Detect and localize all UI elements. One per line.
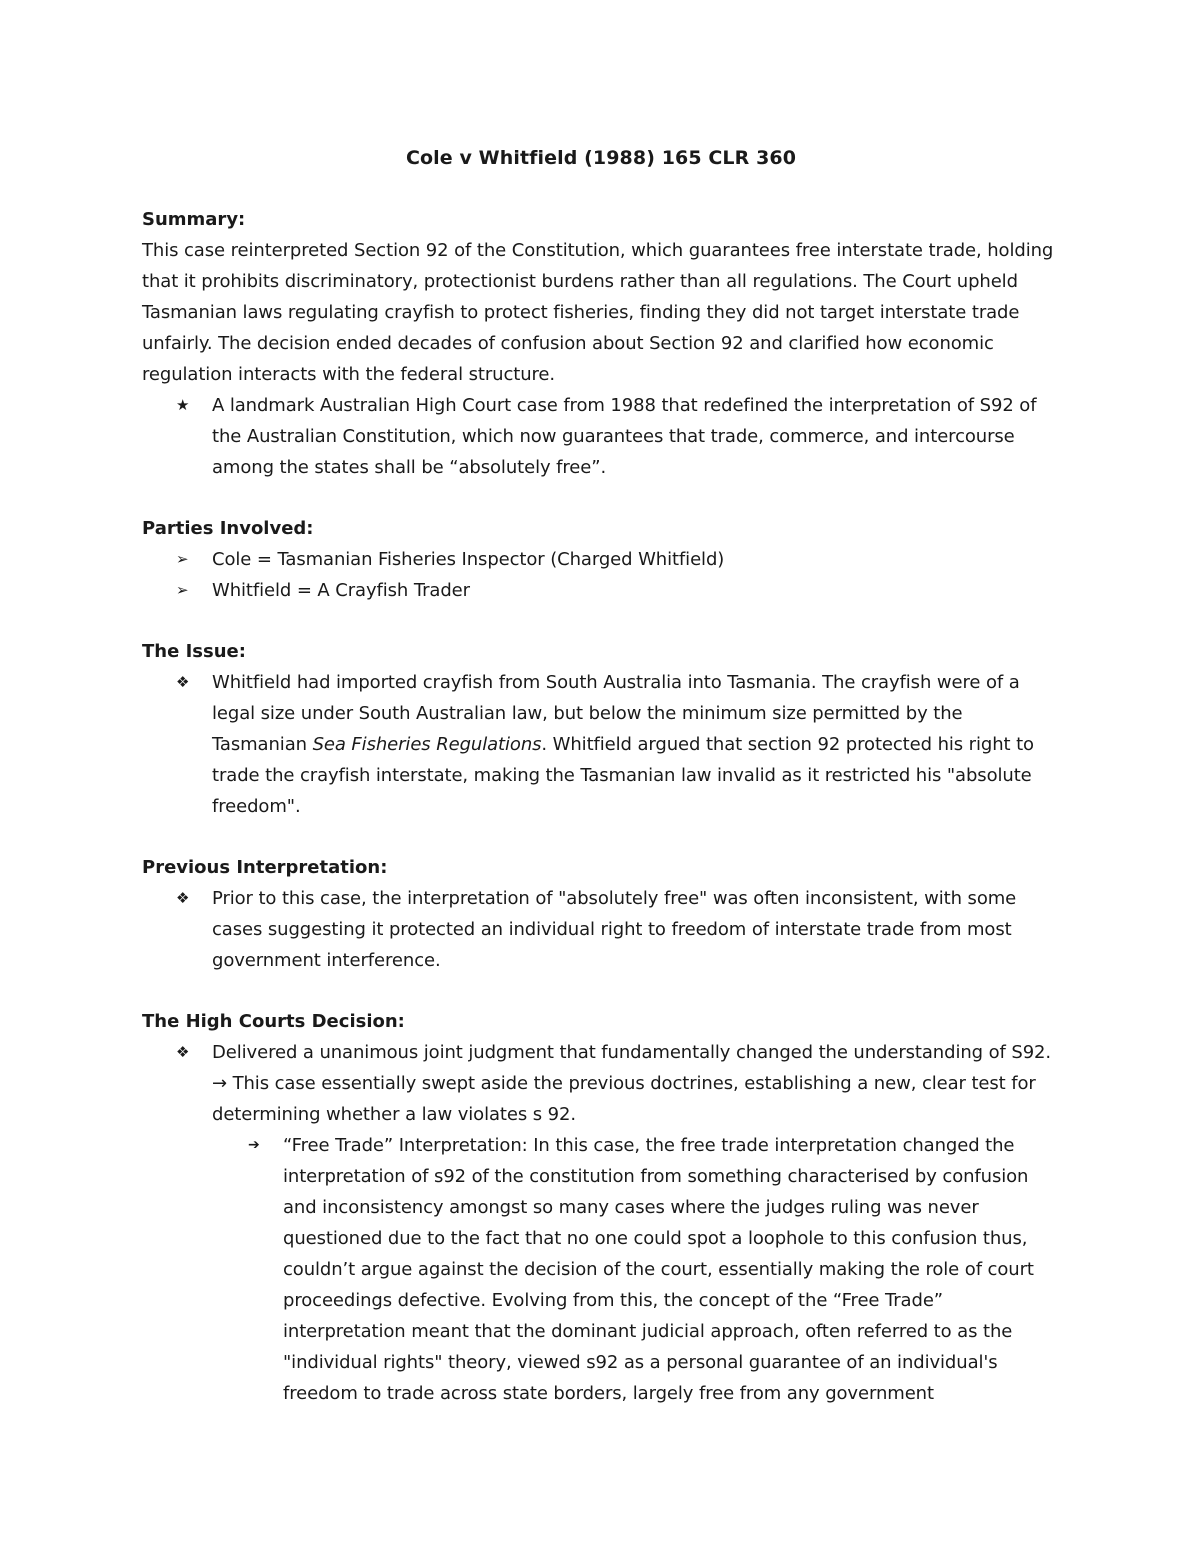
summary-bullet-text: A landmark Australian High Court case from 1988 that redefined the interpretation of S92 of the Australian Constitution, which now guarantees that trade, commerce, and intercourse among the states shall be “absolutely free”. [212,395,1037,478]
list-item [142,1037,1060,1409]
parties-list [142,544,1060,606]
parties-heading: Parties Involved: [142,518,314,539]
list-item [142,544,1060,575]
issue-text-start: Whitfield had imported crayfish from South Australia into Tasmania. The crayfish were of a legal size under South Australian law, but below the minimum size permitted by the Tasmanian [212,672,1020,755]
decision-section [142,1006,1060,1409]
decision-list [142,1037,1060,1409]
diamond-bullet-icon: ❖ [176,889,190,907]
previous-heading: Previous Interpretation: [142,857,388,878]
summary-list [142,390,1060,483]
summary-paragraph: This case reinterpreted Section 92 of the Constitution, which guarantees free interstate trade, holding that it prohibits discriminatory, protectionist burdens rather than all regulations. The Court upheld Tasmanian laws regulating crayfish to protect fisheries, finding they did not target interstate trade unfairly. The decision ended decades of confusion about Section 92 and clarified how economic regulation interacts with the federal structure. [142,240,1054,385]
list-item [142,883,1060,976]
arrowhead-bullet-icon: ➢ [176,581,189,599]
list-item [142,390,1060,483]
decision-sub-list [212,1130,1060,1409]
regulations-italic: Sea Fisheries Regulations [312,734,542,755]
summary-heading: Summary: [142,209,246,230]
decision-text: Delivered a unanimous joint judgment that fundamentally changed the understanding of S92. → This case essentially swept aside the previous doctrines, establishing a new, clear test for determining whether a law violates s 92. [212,1042,1052,1125]
star-bullet-icon: ★ [176,396,190,414]
previous-list [142,883,1060,976]
previous-text: Prior to this case, the interpretation of "absolutely free" was often inconsistent, with some cases suggesting it protected an individual right to freedom of interstate trade from most government interference. [212,888,1017,971]
document-title: Cole v Whitfield (1988) 165 CLR 360 [405,147,797,169]
list-item [212,1130,1060,1409]
decision-heading: The High Courts Decision: [142,1011,405,1032]
free-trade-text: “Free Trade” Interpretation: In this case, the free trade interpretation changed the interpretation of s92 of the constitution from something characterised by confusion and inconsistency amongst so many cases where the judges ruling was never questioned due to the fact that no one could spot a loophole to this confusion thus, couldn’t argue against the decision of the court, essentially making the role of court proceedings defective. Evolving from this, the concept of the “Free Trade” interpretation meant that the dominant judicial approach, often referred to as the "individual rights" theory, viewed s92 as a personal guarantee of an individual's freedom to trade across state borders, largely free from any government [283,1135,1034,1404]
diamond-bullet-icon: ❖ [176,1043,190,1061]
list-item [142,575,1060,606]
issue-list [142,667,1060,822]
arrowhead-bullet-icon: ➢ [176,550,189,568]
summary-section [142,204,1060,483]
parties-section [142,513,1060,606]
arrow-bullet-icon: ➔ [248,1137,260,1153]
diamond-bullet-icon: ❖ [176,673,190,691]
party-cole: Cole = Tasmanian Fisheries Inspector (Charged Whitfield) [212,549,725,570]
list-item [142,667,1060,822]
party-whitfield: Whitfield = A Crayfish Trader [212,580,470,601]
issue-heading: The Issue: [142,641,246,662]
issue-section [142,636,1060,822]
previous-section [142,852,1060,976]
issue-text-end: . Whitfield argued that section 92 protected his right to trade the crayfish interstate, making the Tasmanian law invalid as it restricted his "absolute freedom". [212,734,1034,817]
